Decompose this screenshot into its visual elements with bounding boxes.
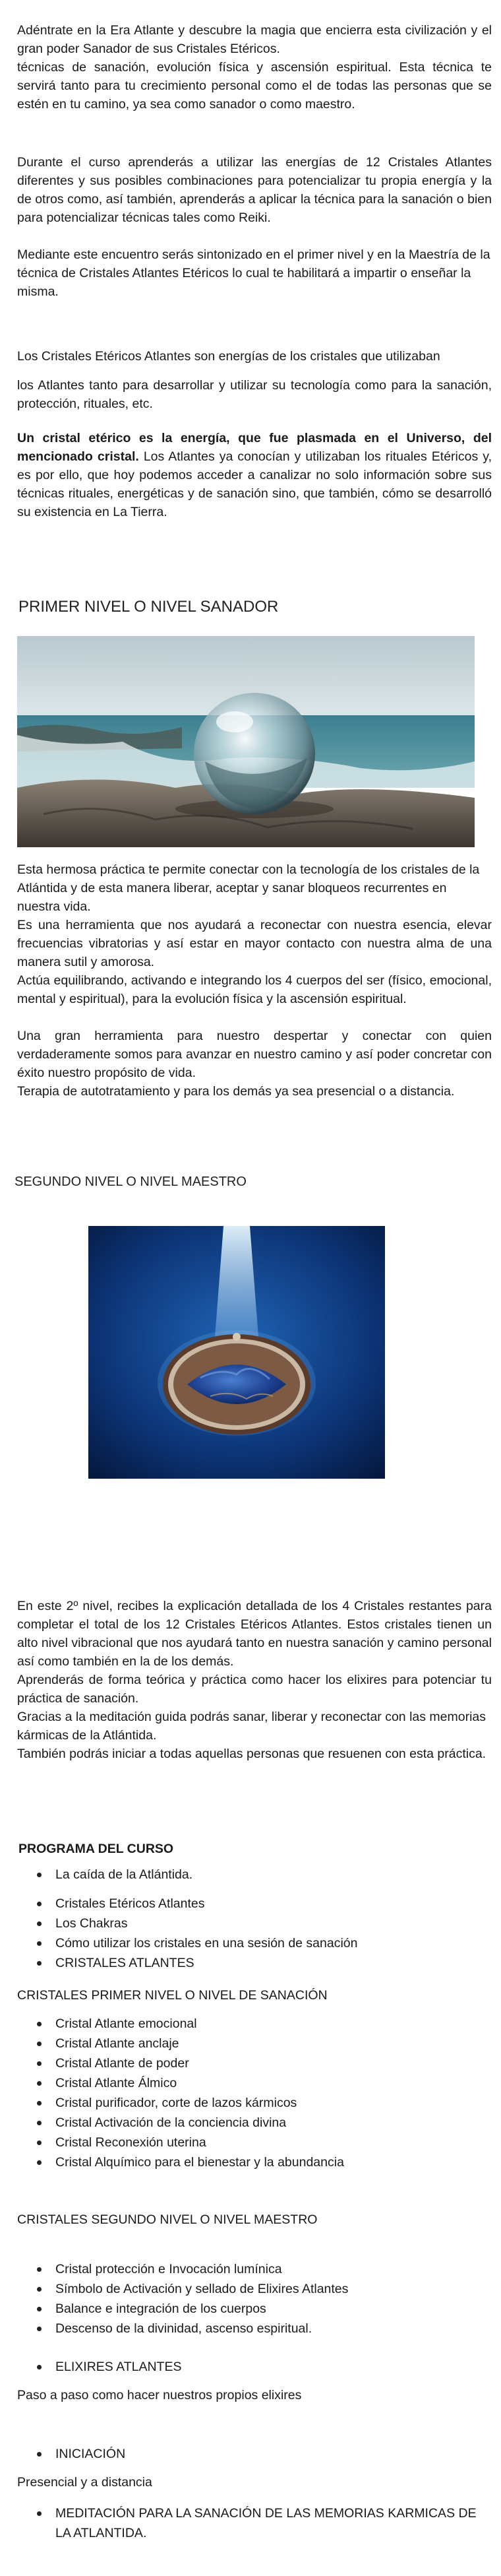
program-list-meditacion [17,2503,492,2543]
list-item: La caída de la Atlántida. [17,1865,492,1884]
list-item: Cristal purificador, corte de lazos kármicos [17,2093,492,2113]
bullet-icon [37,2365,42,2369]
level2-paragraph-1: En este 2º nivel, recibes la explicación detallada de los 4 Cristales restantes para completar el total de los 12 Cristales Etéricos Atlantes. Estos cristales tienen un alto nivel vibracional que nos ayudará tanto en nuestra sanación y camino personal así como también en la de los demás. [17,1599,492,1669]
level2-paragraph-3: Gracias a la meditación guida podrás sanar, liberar y reconectar con las memorias kármicas de la Atlántida. [17,1710,486,1743]
bullet-icon [37,2081,42,2086]
level2-paragraph-4: También podrás iniciar a todas aquellas personas que resuenen con esta práctica. [17,1747,486,1761]
list-item: Cristal Atlante emocional [17,2014,492,2034]
list-item: Cómo utilizar los cristales en una sesión de sanación [17,1933,492,1953]
list-item: Cristal Atlante de poder [17,2053,492,2073]
list-item: Cristal Atlante Álmico [17,2073,492,2093]
list-item: Descenso de la divinidad, ascenso espiritual. [17,2319,492,2338]
list-item: INICIACIÓN [17,2444,492,2464]
bullet-icon [37,2452,42,2457]
list-item: Cristal Atlante anclaje [17,2034,492,2053]
bullet-icon [37,2141,42,2145]
level1-paragraph-5: Terapia de autotratamiento y para los demás ya sea presencial o a distancia. [17,1084,455,1099]
blue-stone-pendant-image [88,1226,385,1479]
bullet-icon [37,1921,42,1926]
program-list-elixires [17,2357,492,2377]
level1-paragraph-2: Es una herramienta que nos ayudará a reconectar con nuestra esencia, elevar frecuencias vibratorias y así estar en mayor contacto con nuestra alma de una manera sutil y amorosa. [17,918,492,969]
level2-title: SEGUNDO NIVEL O NIVEL MAESTRO [15,1175,247,1189]
list-item: CRISTALES ATLANTES [17,1953,492,1973]
bullet-icon [37,2022,42,2026]
bullet-icon [37,2267,42,2272]
intro-paragraph-4b: los Atlantes tanto para desarrollar y utilizar su tecnología como para la sanación, protección, rituales, etc. [17,378,492,411]
list-item: Los Chakras [17,1914,492,1933]
intro-paragraph-2: Durante el curso aprenderás a utilizar las energías de 12 Cristales Atlantes diferentes y sus posibles combinaciones para potencializar tu propia energía y la de otros como, así también, aprenderás a aplicar la técnica para la sanación o bien para potencializar técnicas tales como Reiki. [17,155,492,225]
level1-paragraph-1: Esta hermosa práctica te permite conectar con la tecnología de los cristales de la Atlántida y de esta manera liberar, aceptar y sanar bloqueos recurrentes en nuestra vida. [17,862,480,914]
bullet-icon [37,2160,42,2165]
bullet-icon [37,1941,42,1946]
level1-paragraph-3: Actúa equilibrando, activando e integrando los 4 cuerpos del ser (físico, emocional, mental y espiritual), para la evolución física y la ascensión espiritual. [17,973,492,1006]
bullet-icon [37,2511,42,2516]
emphasis-text: Un cristal etérico es la energía, que fue plasmada en el Universo, del mencionado cristal. [17,431,492,464]
bullet-icon [37,2287,42,2292]
program-title: PROGRAMA DEL CURSO [18,1842,174,1856]
program-list-level1 [17,2014,492,2172]
bullet-icon [37,2121,42,2125]
level2-paragraph-2: Aprenderás de forma teórica y práctica como hacer los elixires para potenciar tu práctica de sanación. [17,1673,492,1706]
list-item: Cristal Alquímico para el bienestar y la abundancia [17,2152,492,2172]
intro-paragraph-3: Mediante este encuentro serás sintonizado en el primer nivel y en la Maestría de la técnica de Cristales Atlantes Etéricos lo cual te habilitará a impartir o enseñar la misma. [17,247,490,299]
intro-paragraph-5: Un cristal etérico es la energía, que fue plasmada en el Universo, del mencionado cristal. Los Atlantes ya conocían y utilizaban los rituales Etéricos y, es por ello, que hoy podemos acceder a canalizar no solo información sobre sus técnicas rituales, energéticas y de sanación sino, que también, cómo se desarrolló su existencia en La Tierra. [17,431,492,519]
elixires-description: Paso a paso como hacer nuestros propios elixires [17,2388,302,2402]
list-item: Símbolo de Activación y sellado de Elixires Atlantes [17,2279,492,2299]
bullet-icon [37,2307,42,2311]
level2-crystals-label: CRISTALES SEGUNDO NIVEL O NIVEL MAESTRO [17,2212,318,2227]
list-item: ELIXIRES ATLANTES [17,2357,492,2377]
program-list-general [17,1865,492,1973]
level1-paragraph-4: Una gran herramienta para nuestro despertar y conectar con quien verdaderamente somos para avanzar en nuestro camino y así poder concretar con éxito nuestro propósito de vida. [17,1029,492,1080]
list-item: Cristal protección e Invocación lumínica [17,2259,492,2279]
list-item: Cristal Reconexión uterina [17,2133,492,2152]
bullet-icon [37,1902,42,1906]
bullet-icon [37,2101,42,2106]
level1-title: PRIMER NIVEL O NIVEL SANADOR [18,598,279,616]
bullet-icon [37,1961,42,1966]
bullet-icon [37,2061,42,2066]
list-item: Cristales Etéricos Atlantes [17,1894,492,1914]
level1-crystals-label: CRISTALES PRIMER NIVEL O NIVEL DE SANACIÓN [17,1988,328,2003]
intro-paragraph-4a: Los Cristales Etéricos Atlantes son energías de los cristales que utilizaban [17,349,440,364]
iniciacion-description: Presencial y a distancia [17,2475,152,2490]
program-list-level2 [17,2259,492,2338]
bullet-icon [37,1873,42,1877]
list-item: Balance e integración de los cuerpos [17,2299,492,2319]
intro-paragraph-1: Adéntrate en la Era Atlante y descubre la magia que encierra esta civilización y el gran poder Sanador de sus Cristales Etéricos. técnicas de sanación, evolución física y ascensión espiritual. Esta técnica te servirá tanto para tu crecimiento personal como el de todas las personas que se estén en tu camino, ya sea como sanador o como maestro. [17,23,492,112]
list-item: Cristal Activación de la conciencia divina [17,2113,492,2133]
list-item: MEDITACIÓN PARA LA SANACIÓN DE LAS MEMORIAS KARMICAS DE LA ATLANTIDA. [17,2503,492,2543]
bullet-icon [37,2042,42,2046]
crystal-ball-image [17,636,475,847]
bullet-icon [37,2327,42,2331]
program-list-iniciacion [17,2444,492,2464]
